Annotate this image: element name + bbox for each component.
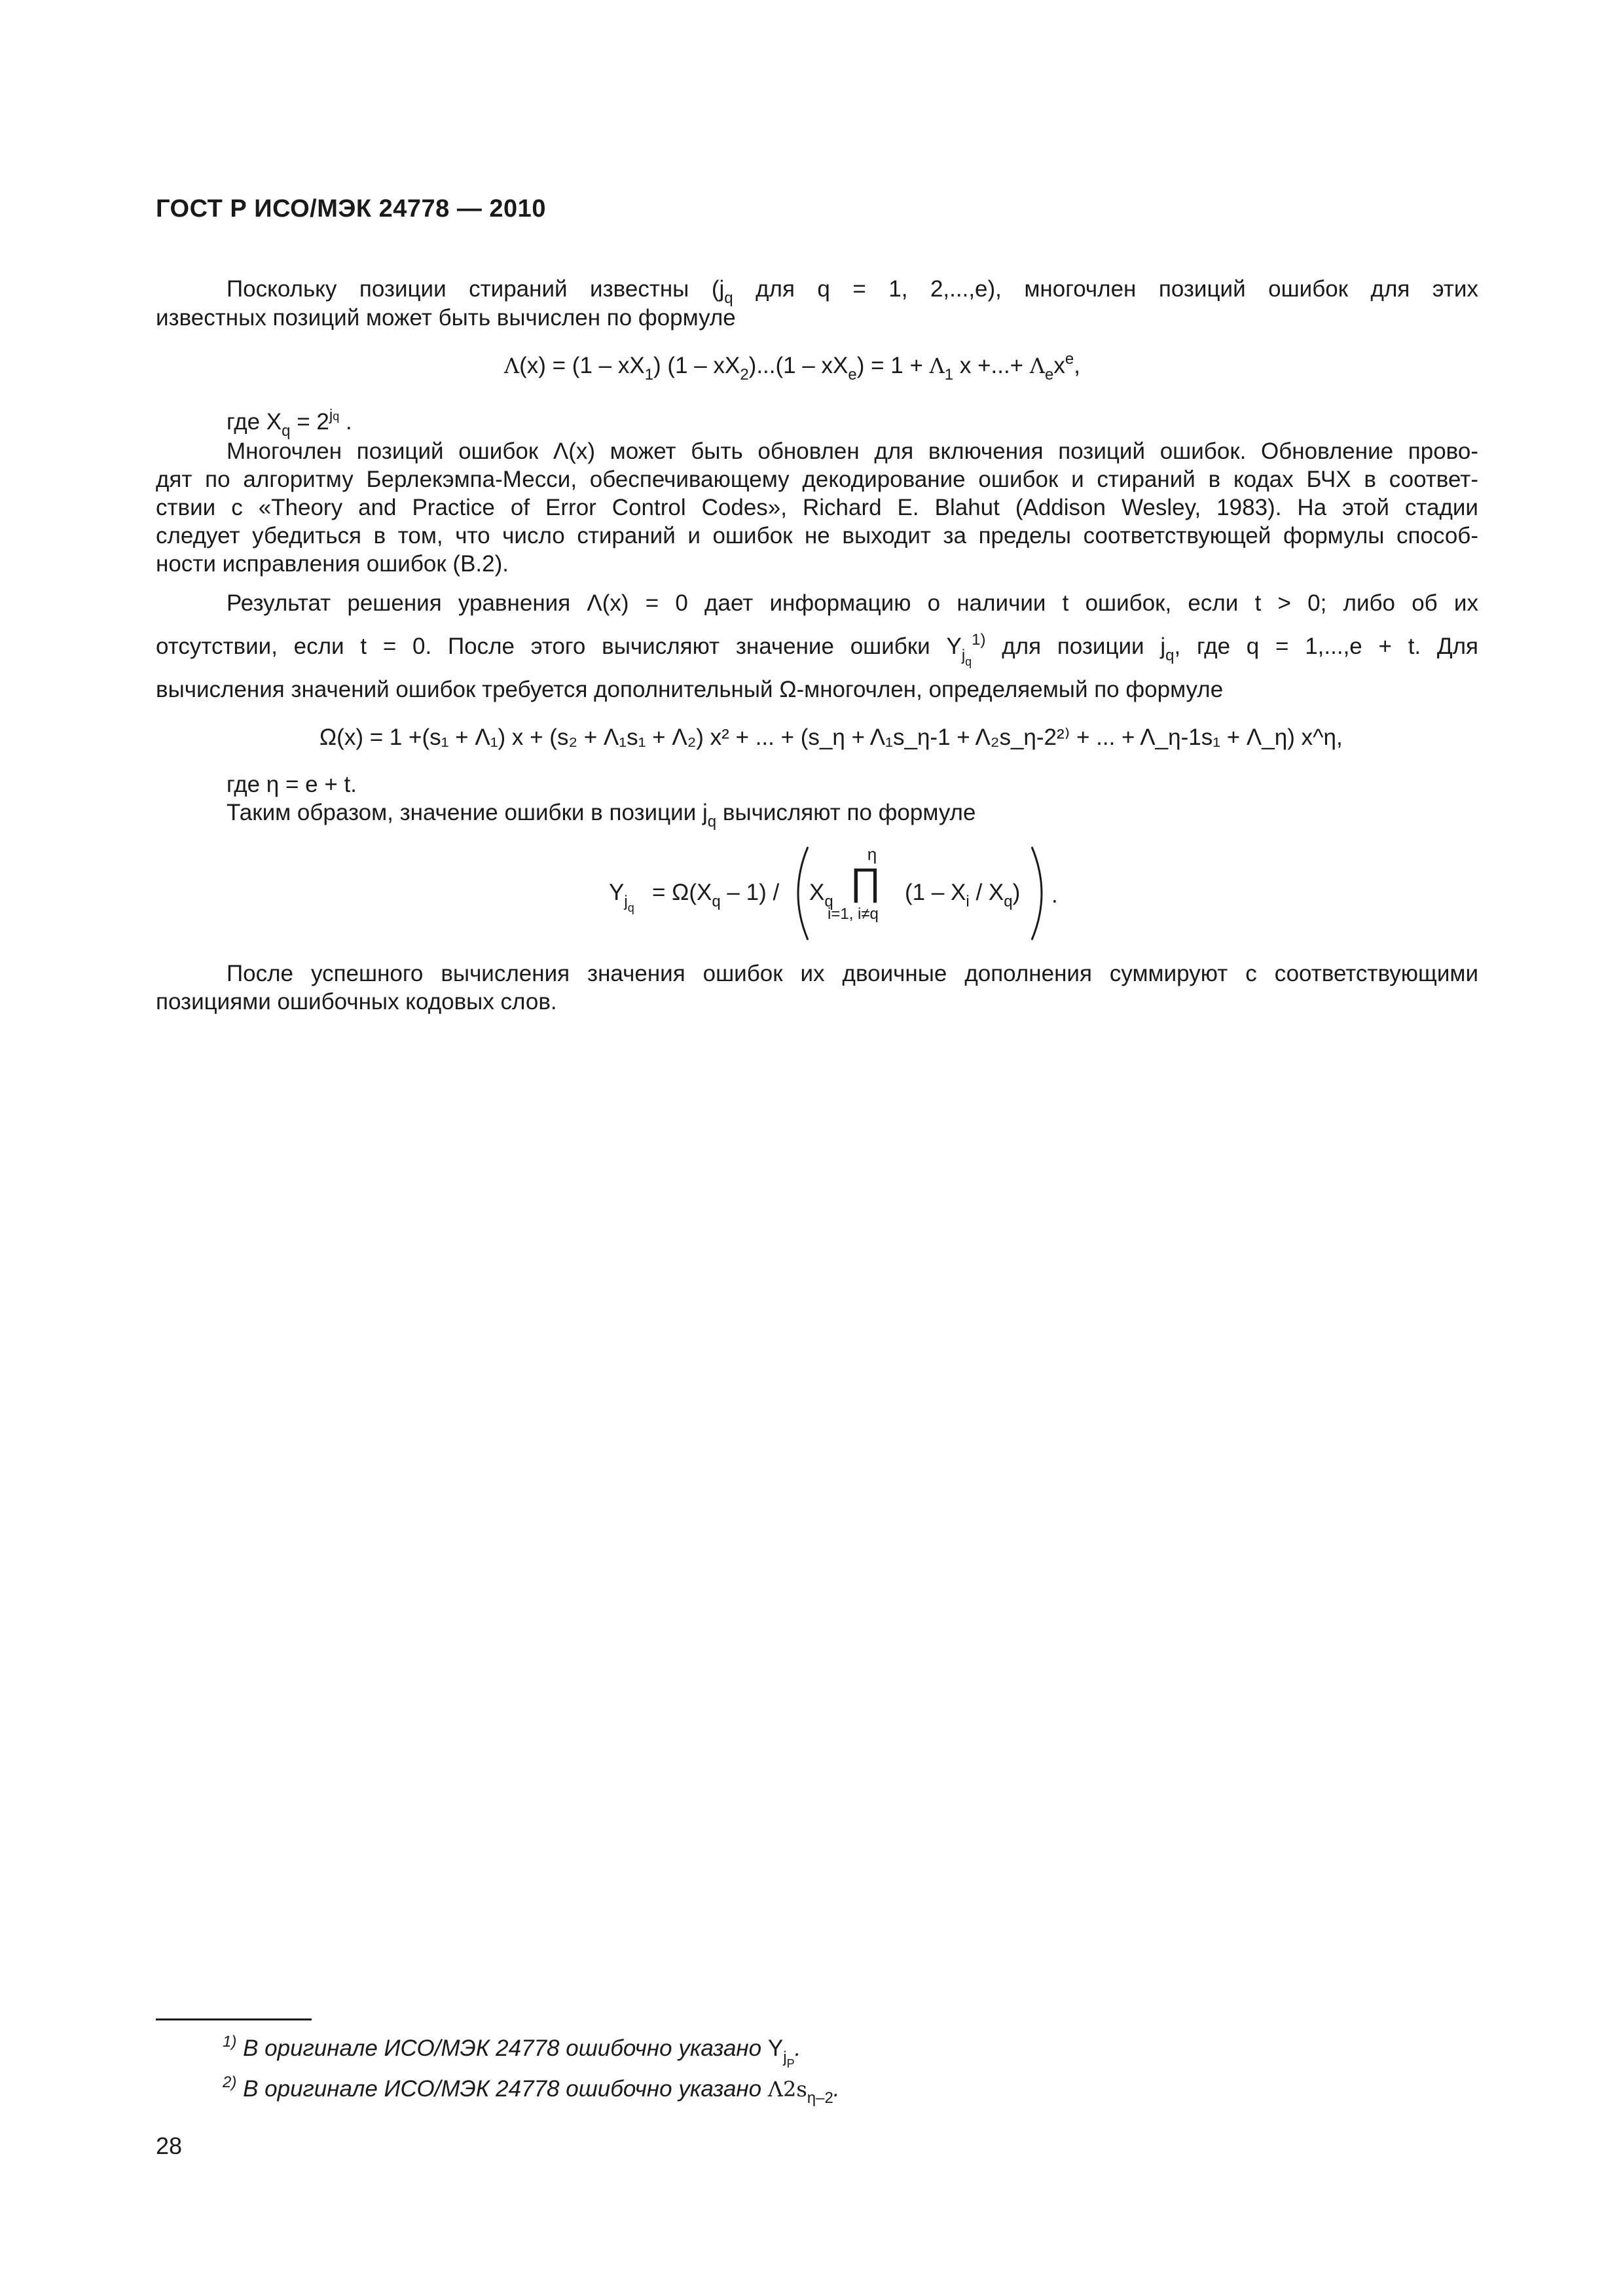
paragraph-1-line-1 (156, 275, 1478, 307)
formula-part: (x) = (1 – xX (519, 353, 645, 378)
formula-omega: Ω(x) = 1 +(s₁ + Λ₁) x + (s₂ + Λ₁s₁ + Λ₂) x² + ... + (s_η + Λ₁s_η-1 + Λ₂s_η-2²⁾ + ... + Λ_η-1s₁ + Λ_η) x^η, (319, 725, 1343, 750)
lambda-symbol: Λ2s (767, 2077, 807, 2102)
text: где X (227, 409, 282, 435)
formula-product-body (905, 878, 1021, 910)
formula-error-value (609, 844, 1067, 942)
lambda-symbol: Λ (929, 353, 945, 378)
subscript: q (707, 813, 717, 831)
exp-j: j (329, 406, 333, 424)
formula-part: ) (1 – xX (653, 353, 740, 378)
sub-j: j (624, 893, 628, 910)
lambda-symbol: Λ (504, 353, 520, 378)
paragraph-5-line-1: После успешного вычисления значения ошибок их двоичные дополнения суммируют с соответствующими (227, 961, 1478, 986)
paragraph-5-line-2: позициями ошибочных кодовых слов. (156, 989, 557, 1014)
text: ) (1012, 880, 1021, 905)
formula-part: ) = 1 + (856, 353, 930, 378)
text: . (833, 2076, 840, 2102)
text: для позиции j (985, 634, 1166, 659)
subscript: q (282, 422, 291, 440)
subscript (961, 647, 972, 668)
text: Поскольку позиции стираний известны (j (227, 276, 725, 302)
sub-p: P (786, 2057, 795, 2070)
document-header: ГОСТ Р ИСО/МЭК 24778 — 2010 (156, 195, 546, 223)
text: В оригинале ИСО/МЭК 24778 ошибочно указано (236, 2076, 768, 2102)
product-icon: ∏ (850, 861, 881, 903)
page-number: 28 (156, 2132, 183, 2159)
formula-lambda (504, 350, 1080, 384)
subscript: i (966, 893, 970, 910)
formula-end: . (1051, 882, 1058, 908)
subscript: q (1165, 647, 1175, 664)
superscript: e (1065, 350, 1074, 368)
text: = Ω(X (652, 880, 712, 905)
lambda-symbol: Λ (1029, 353, 1045, 378)
p2-line-2: дят по алгоритму Берлекэмпа-Месси, обеспечивающему декодирование ошибок и стираний в кодах БЧХ в соответ- (156, 467, 1478, 492)
text: / X (969, 880, 1004, 905)
subscript: e (848, 366, 857, 384)
subscript: 2 (740, 366, 749, 384)
text: . (794, 2036, 801, 2061)
right-paren-icon (1028, 844, 1054, 942)
subscript: q (824, 893, 833, 910)
text: вычисляют по формуле (716, 800, 976, 825)
formula-omega-part (652, 878, 780, 910)
product-bottom: i=1, i≠q (828, 905, 879, 923)
text: (1 – X (905, 880, 966, 905)
text: . (339, 409, 352, 435)
exp-q: q (333, 410, 340, 423)
subscript: q (712, 893, 721, 910)
formula-part: , (1074, 353, 1080, 378)
formula-part: x (1053, 353, 1065, 378)
subscript (783, 2049, 795, 2070)
superscript (329, 406, 339, 424)
text: – 1) / (720, 880, 780, 905)
sub-j: j (783, 2049, 787, 2066)
footnote-divider (156, 2018, 312, 2020)
sub-j: j (961, 647, 966, 664)
left-paren-icon (786, 844, 812, 942)
product-top: η (867, 844, 877, 864)
text: Y (767, 2036, 784, 2061)
text: для q = 1, 2,...,e), многочлен позиций ошибок для этих (733, 276, 1478, 302)
paragraph-3-line-3: вычисления значений ошибок требуется дополнительный Ω-многочлен, определяемый по формуле (156, 677, 1224, 702)
paragraph-2 (156, 437, 1478, 578)
sub-q: q (627, 901, 634, 914)
where-xq (227, 406, 352, 440)
subscript: η–2 (807, 2089, 833, 2107)
p2-line-4: следует убедиться в том, что число стираний и ошибок не выходит за пределы соответствующей формулы способ- (156, 523, 1478, 548)
subscript: 1 (944, 366, 954, 384)
text: В оригинале ИСО/МЭК 24778 ошибочно указано (236, 2036, 768, 2061)
p2-line-3: ствии с «Theory and Practice of Error Control Codes», Richard E. Blahut (Addison Wesley, 1983). На этой стадии (156, 495, 1478, 520)
where-eta: где η = e + t. (227, 772, 357, 797)
paragraph-3-line-2 (156, 631, 1478, 668)
footnote-mark: 2) (223, 2073, 237, 2091)
text: Таким образом, значение ошибки в позиции j (227, 800, 708, 825)
formula-y (609, 878, 634, 914)
text: X (809, 880, 825, 905)
footnote-mark: 1) (223, 2033, 237, 2051)
p2-line-1: Многочлен позиций ошибок Λ(x) может быть обновлен для включения позиций ошибок. Обновление прово- (227, 439, 1478, 464)
subscript (624, 893, 634, 914)
subscript: q (1004, 893, 1013, 910)
text: Y (609, 880, 625, 905)
paragraph-4 (227, 798, 976, 831)
subscript: q (724, 289, 733, 307)
sub-q: q (965, 655, 972, 668)
footnote-ref-1: 1) (972, 631, 986, 649)
formula-part: x +...+ (953, 353, 1030, 378)
p2-line-5: ности исправления ошибок (B.2). (156, 551, 509, 577)
text: , где q = 1,...,e + t. Для (1174, 634, 1478, 659)
footnote-2 (223, 2073, 840, 2107)
paragraph-1-line-2: известных позиций может быть вычислен по формуле (156, 305, 736, 331)
text: = 2 (290, 409, 329, 435)
text: отсутствии, если t = 0. После этого вычисляют значение ошибки Y (156, 634, 962, 659)
footnote-1 (223, 2033, 801, 2070)
formula-part: )...(1 – xX (748, 353, 848, 378)
formula-xq (809, 878, 833, 910)
paragraph-3-line-1: Результат решения уравнения Λ(x) = 0 дает информацию о наличии t ошибок, если t > 0; либо об их (227, 590, 1478, 616)
subscript: e (1044, 366, 1054, 384)
subscript: 1 (644, 366, 654, 384)
